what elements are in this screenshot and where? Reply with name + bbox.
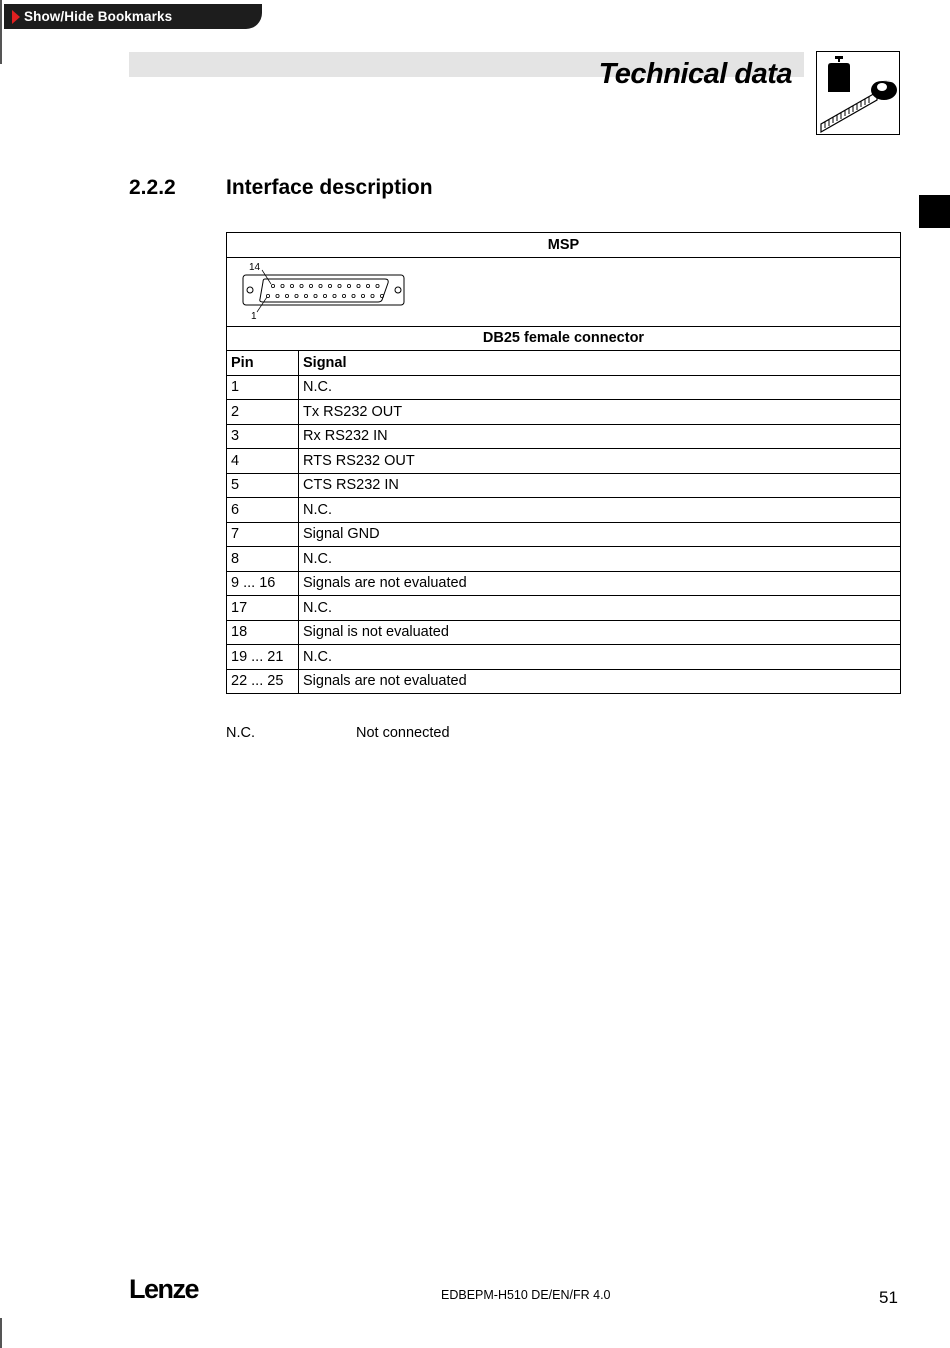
pin-cell: 18: [227, 620, 299, 645]
column-header-signal: Signal: [299, 351, 901, 376]
document-id: EDBEPM-H510 DE/EN/FR 4.0: [441, 1288, 611, 1302]
table-row: [227, 596, 901, 621]
pin-cell: 3: [227, 424, 299, 449]
show-hide-bookmarks-button[interactable]: [4, 4, 262, 29]
table-row: [227, 669, 901, 694]
pin-cell: 22 ... 25: [227, 669, 299, 694]
pin-assignment-table: [226, 232, 901, 694]
bookmarks-button-label: Show/Hide Bookmarks: [24, 9, 173, 24]
table-caption: MSP: [227, 233, 901, 258]
signal-cell: N.C.: [299, 596, 901, 621]
pin-cell: 19 ... 21: [227, 645, 299, 670]
pin-cell: 1: [227, 375, 299, 400]
table-row: [227, 571, 901, 596]
table-row: [227, 522, 901, 547]
column-header-pin: Pin: [227, 351, 299, 376]
table-row: [227, 620, 901, 645]
signal-cell: N.C.: [299, 645, 901, 670]
lenze-logo: Lenze: [129, 1274, 199, 1304]
table-row: [227, 645, 901, 670]
signal-cell: RTS RS232 OUT: [299, 449, 901, 474]
table-row: [227, 449, 901, 474]
signal-cell: Rx RS232 IN: [299, 424, 901, 449]
page-edge: [0, 0, 2, 64]
table-row: [227, 547, 901, 572]
pin-cell: 2: [227, 400, 299, 425]
table-row: [227, 424, 901, 449]
pin-cell: 4: [227, 449, 299, 474]
pin-cell: 7: [227, 522, 299, 547]
signal-cell: N.C.: [299, 547, 901, 572]
section-number: 2.2.2: [129, 176, 176, 199]
chapter-tab-marker: [919, 195, 950, 228]
pin-cell: 9 ... 16: [227, 571, 299, 596]
page-header-title: Technical data: [598, 58, 792, 90]
table-row: [227, 375, 901, 400]
pin-cell: 17: [227, 596, 299, 621]
table-row: [227, 473, 901, 498]
connector-label: DB25 female connector: [227, 326, 901, 351]
table-row: [227, 498, 901, 523]
signal-cell: CTS RS232 IN: [299, 473, 901, 498]
play-arrow-icon: [12, 10, 20, 24]
connector-pin-label-14: 14: [249, 261, 261, 273]
weight-and-tape-measure-icon: [816, 51, 900, 135]
signal-cell: N.C.: [299, 498, 901, 523]
signal-cell: Signals are not evaluated: [299, 571, 901, 596]
page-number: 51: [879, 1288, 898, 1307]
section-title: Interface description: [226, 176, 433, 199]
signal-cell: Tx RS232 OUT: [299, 400, 901, 425]
db25-connector-diagram: [227, 257, 901, 326]
signal-cell: Signals are not evaluated: [299, 669, 901, 694]
legend-abbreviation: N.C.: [226, 725, 255, 741]
signal-cell: Signal GND: [299, 522, 901, 547]
connector-pin-label-1: 1: [251, 310, 257, 322]
pin-cell: 8: [227, 547, 299, 572]
signal-cell: Signal is not evaluated: [299, 620, 901, 645]
pin-cell: 6: [227, 498, 299, 523]
legend-definition: Not connected: [356, 725, 450, 741]
signal-cell: N.C.: [299, 375, 901, 400]
page-edge: [0, 1318, 2, 1348]
table-row: [227, 400, 901, 425]
pin-cell: 5: [227, 473, 299, 498]
